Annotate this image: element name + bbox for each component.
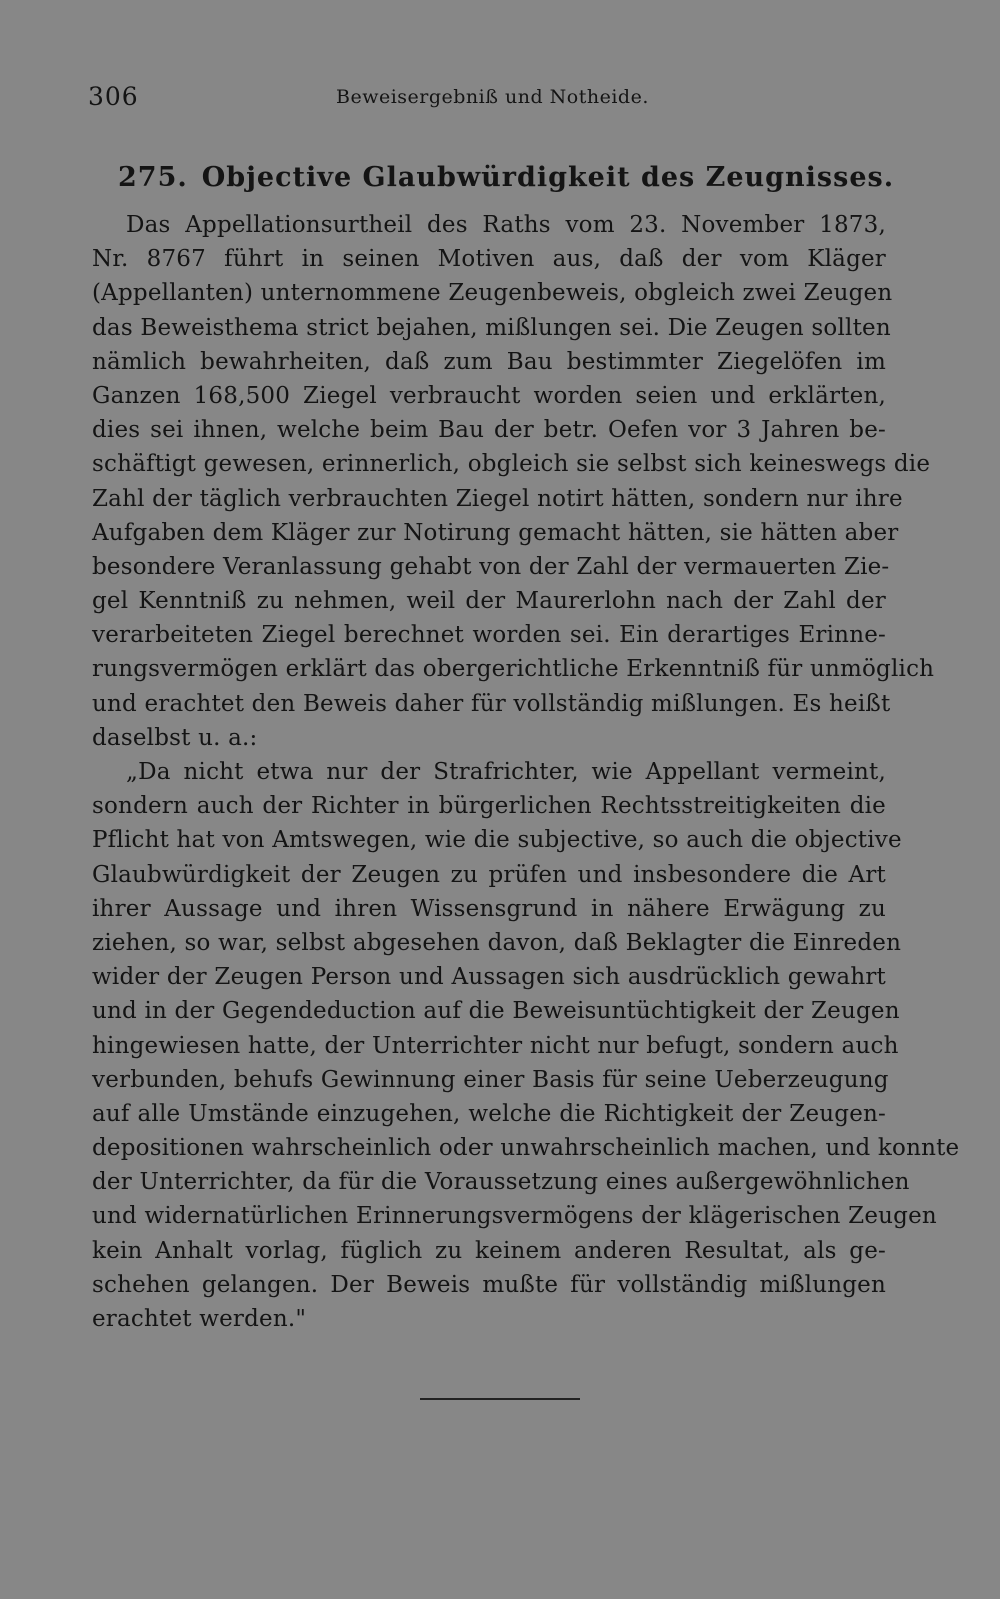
running-head: Beweisergebniß und Notheide.: [336, 86, 649, 108]
text-line: Pflicht hat von Amtswegen, wie die subjective, so auch die objective: [92, 827, 902, 854]
text-line: „Da nicht etwa nur der Strafrichter, wie Appellant vermeint,: [126, 759, 886, 785]
text-line: verarbeiteten Ziegel berechnet worden sei. Ein derartiges Erinne-: [92, 622, 886, 649]
text-line: und in der Gegendeduction auf die Beweisuntüchtigkeit der Zeugen: [92, 998, 900, 1025]
text-line: ziehen, so war, selbst abgesehen davon, daß Beklagter die Einreden: [92, 929, 902, 956]
text-line: kein Anhalt vorlag, füglich zu keinem anderen Resultat, als ge-: [92, 1237, 886, 1264]
text-line: Glaubwürdigkeit der Zeugen zu prüfen und insbesondere die Art: [92, 861, 886, 888]
text-line: und widernatürlichen Erinnerungsvermögens der klägerischen Zeugen: [92, 1203, 937, 1230]
text-line: Ganzen 168,500 Ziegel verbraucht worden seien und erklärten,: [92, 382, 886, 409]
text-line: dies sei ihnen, welche beim Bau der betr. Oefen vor 3 Jahren be-: [92, 417, 886, 444]
text-line: ihrer Aussage und ihren Wissensgrund in nähere Erwägung zu: [92, 895, 886, 922]
text-line: nämlich bewahrheiten, daß zum Bau bestimmter Ziegelöfen im: [92, 348, 886, 375]
text-line: Nr. 8767 führt in seinen Motiven aus, daß der vom Kläger: [92, 246, 886, 273]
text-line: gel Kenntniß zu nehmen, weil der Maurerlohn nach der Zahl der: [92, 588, 886, 615]
text-line: schäftigt gewesen, erinnerlich, obgleich sie selbst sich keineswegs die: [92, 451, 931, 478]
text-line: besondere Veranlassung gehabt von der Zahl der vermauerten Zie-: [92, 553, 890, 580]
text-line: Aufgaben dem Kläger zur Notirung gemacht hätten, sie hätten aber: [92, 519, 899, 546]
page-header: [88, 82, 894, 116]
section-number: 275.: [118, 162, 188, 193]
text-line: Zahl der täglich verbrauchten Ziegel notirt hätten, sondern nur ihre: [92, 485, 903, 512]
page-number: 306: [88, 82, 139, 111]
text-line: erachtet werden.": [92, 1306, 307, 1332]
text-line: rungsvermögen erklärt das obergerichtliche Erkenntniß für unmöglich: [92, 656, 935, 683]
text-line: der Unterrichter, da für die Voraussetzung eines außergewöhnlichen: [92, 1169, 910, 1196]
text-line: und erachtet den Beweis daher für vollständig mißlungen. Es heißt: [92, 690, 891, 717]
text-line: verbunden, behufs Gewinnung einer Basis für seine Ueberzeugung: [92, 1066, 889, 1093]
section-title: Objective Glaubwürdigkeit des Zeugnisses.: [201, 162, 895, 193]
text-line: daselbst u. a.:: [92, 724, 258, 751]
text-line: hingewiesen hatte, der Unterrichter nicht nur befugt, sondern auch: [92, 1032, 899, 1059]
text-line: wider der Zeugen Person und Aussagen sich ausdrücklich gewahrt: [92, 964, 886, 991]
section-divider: [420, 1398, 580, 1400]
text-line: auf alle Umstände einzugehen, welche die Richtigkeit der Zeugen-: [92, 1100, 886, 1127]
text-line: (Appellanten) unternommene Zeugenbeweis, obgleich zwei Zeugen: [92, 280, 893, 307]
text-line: depositionen wahrscheinlich oder unwahrscheinlich machen, und konnte: [92, 1135, 960, 1162]
body-text: [92, 208, 960, 1336]
text-line: das Beweisthema strict bejahen, mißlungen sei. Die Zeugen sollten: [92, 314, 891, 341]
text-line: Das Appellationsurtheil des Raths vom 23. November 1873,: [126, 212, 886, 238]
text-line: schehen gelangen. Der Beweis mußte für vollständig mißlungen: [92, 1271, 886, 1298]
text-line: sondern auch der Richter in bürgerlichen Rechtsstreitigkeiten die: [92, 793, 886, 820]
section-heading: [118, 162, 895, 193]
